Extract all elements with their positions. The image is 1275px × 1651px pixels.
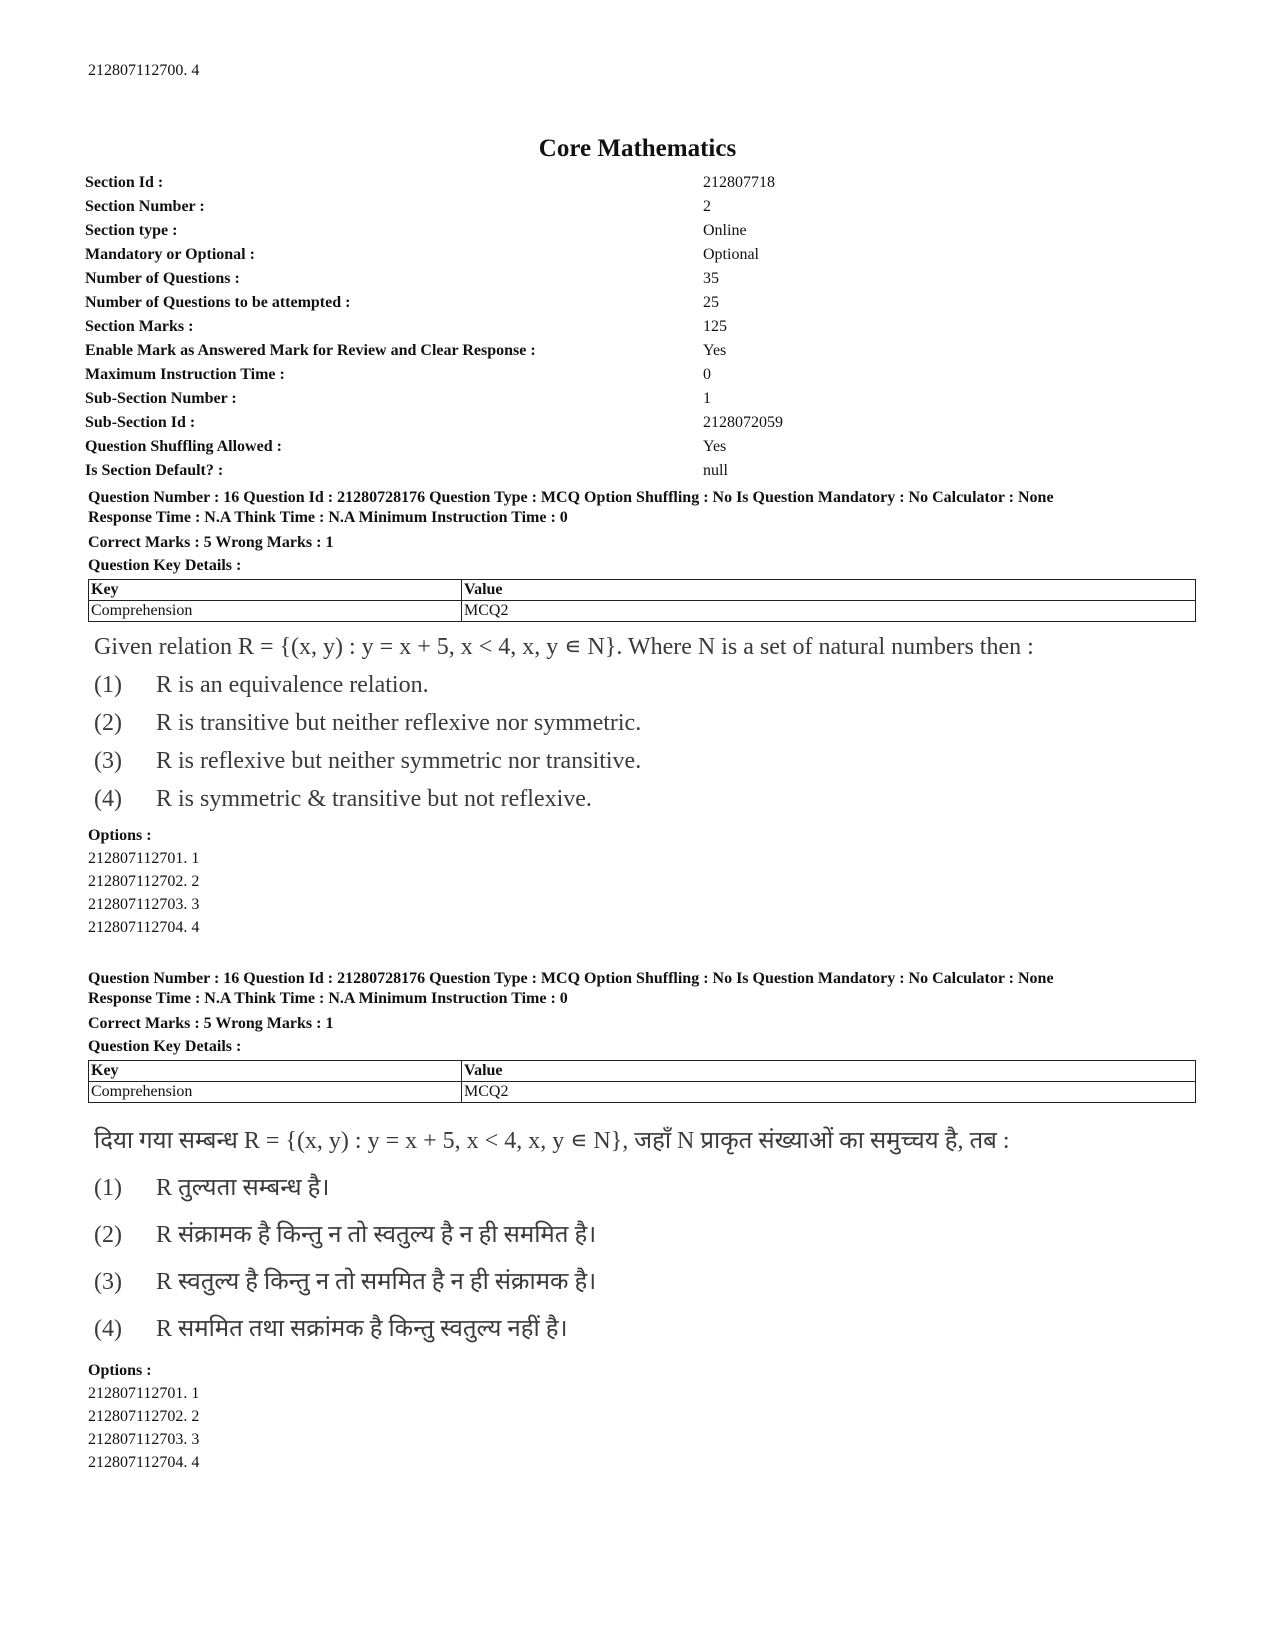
- choice-number: (1): [94, 1175, 122, 1201]
- section-info: [85, 171, 1185, 483]
- choice-text: R is symmetric & transitive but not reflexive.: [156, 786, 592, 812]
- section-info-row: [85, 243, 1185, 267]
- question-marks: Correct Marks : 5 Wrong Marks : 1: [88, 1015, 334, 1032]
- section-info-row: [85, 267, 1185, 291]
- page-title: Core Mathematics: [538, 135, 737, 162]
- info-value: Yes: [703, 342, 727, 359]
- choice-text: R सममित तथा सक्रांमक है किन्तु स्वतुल्य नहीं है।: [156, 1316, 568, 1342]
- options-label: Options :: [88, 1362, 152, 1379]
- section-info-row: [85, 171, 1185, 195]
- info-key: Section Marks :: [85, 318, 194, 335]
- section-info-row: [85, 387, 1185, 411]
- question-marks: Correct Marks : 5 Wrong Marks : 1: [88, 534, 334, 551]
- question-meta-line: Response Time : N.A Think Time : N.A Minimum Instruction Time : 0: [88, 990, 568, 1007]
- choice-number: (3): [94, 748, 122, 774]
- info-value: Optional: [703, 246, 759, 263]
- question-content: [88, 1117, 1198, 1353]
- value-header: Value: [462, 580, 1196, 601]
- value-cell: MCQ2: [462, 1082, 1196, 1103]
- section-info-row: [85, 339, 1185, 363]
- choice: [94, 1306, 1198, 1353]
- choice: [94, 1259, 1198, 1306]
- info-key: Question Shuffling Allowed :: [85, 438, 282, 455]
- question-meta: [88, 488, 1198, 528]
- section-info-row: [85, 291, 1185, 315]
- key-header: Key: [89, 1061, 462, 1082]
- info-value: 25: [703, 294, 719, 311]
- choice-text: R स्वतुल्य है किन्तु न तो सममित है न ही संक्रामक है।: [156, 1269, 597, 1295]
- choice-number: (4): [94, 1316, 122, 1342]
- option-id: 212807112703. 3: [88, 1431, 200, 1448]
- section-info-row: [85, 195, 1185, 219]
- section-info-row: [85, 411, 1185, 435]
- option-id: 212807112703. 3: [88, 896, 200, 913]
- question-meta: [88, 969, 1198, 1009]
- option-id: 212807112704. 4: [88, 1454, 200, 1471]
- choice: [94, 1212, 1198, 1259]
- info-key: Section Number :: [85, 198, 205, 215]
- info-key: Number of Questions to be attempted :: [85, 294, 351, 311]
- section-info-row: [85, 315, 1185, 339]
- key-cell: Comprehension: [89, 1082, 462, 1103]
- info-value: 1: [703, 390, 711, 407]
- question-key-table: [88, 1060, 1196, 1103]
- option-id: 212807112701. 1: [88, 1385, 200, 1402]
- choice: [94, 1165, 1198, 1212]
- choice-text: R तुल्यता सम्बन्ध है।: [156, 1175, 330, 1201]
- choice-text: R is reflexive but neither symmetric nor transitive.: [156, 748, 642, 774]
- info-value: 125: [703, 318, 727, 335]
- info-value: Online: [703, 222, 747, 239]
- choice-number: (2): [94, 710, 122, 736]
- value-header: Value: [462, 1061, 1196, 1082]
- info-value: 0: [703, 366, 711, 383]
- question-content: [88, 628, 1198, 818]
- question-block-hindi: [88, 969, 1198, 1474]
- info-value: 2128072059: [703, 414, 783, 431]
- section-info-row: [85, 459, 1185, 483]
- question-meta-line: Response Time : N.A Think Time : N.A Minimum Instruction Time : 0: [88, 509, 568, 526]
- choice-number: (1): [94, 672, 122, 698]
- info-key: Enable Mark as Answered Mark for Review and Clear Response :: [85, 342, 536, 359]
- choice: [94, 780, 1198, 818]
- info-value: 35: [703, 270, 719, 287]
- info-key: Mandatory or Optional :: [85, 246, 255, 263]
- info-key: Number of Questions :: [85, 270, 240, 287]
- info-value: 212807718: [703, 174, 775, 191]
- key-header: Key: [89, 580, 462, 601]
- question-key-details-label: Question Key Details :: [88, 557, 242, 574]
- option-id: 212807112704. 4: [88, 919, 200, 936]
- value-cell: MCQ2: [462, 601, 1196, 622]
- info-key: Section Id :: [85, 174, 164, 191]
- choice: [94, 742, 1198, 780]
- info-value: null: [703, 462, 728, 479]
- info-key: Sub-Section Number :: [85, 390, 237, 407]
- section-info-row: [85, 219, 1185, 243]
- section-info-row: [85, 435, 1185, 459]
- question-meta-line: Question Number : 16 Question Id : 21280728176 Question Type : MCQ Option Shuffling : No Is Question Mandatory : No Calculator : None: [88, 489, 1054, 506]
- question-block-english: [88, 488, 1198, 939]
- choice: [94, 704, 1198, 742]
- choice-number: (4): [94, 786, 122, 812]
- option-id: 212807112702. 2: [88, 1408, 200, 1425]
- page-top-id: 212807112700. 4: [88, 62, 200, 79]
- choice-number: (3): [94, 1269, 122, 1295]
- question-meta-line: Question Number : 16 Question Id : 21280728176 Question Type : MCQ Option Shuffling : No Is Question Mandatory : No Calculator : None: [88, 970, 1054, 987]
- option-id: 212807112701. 1: [88, 850, 200, 867]
- choice-number: (2): [94, 1222, 122, 1248]
- choice-text: R संक्रामक है किन्तु न तो स्वतुल्य है न ही सममित है।: [156, 1222, 597, 1248]
- question-key-table: [88, 579, 1196, 622]
- info-value: 2: [703, 198, 711, 215]
- section-info-row: [85, 363, 1185, 387]
- info-key: Sub-Section Id :: [85, 414, 196, 431]
- choice-text: R is transitive but neither reflexive nor symmetric.: [156, 710, 642, 736]
- choice: [94, 666, 1198, 704]
- options-label: Options :: [88, 827, 152, 844]
- info-value: Yes: [703, 438, 727, 455]
- key-cell: Comprehension: [89, 601, 462, 622]
- info-key: Maximum Instruction Time :: [85, 366, 285, 383]
- info-key: Is Section Default? :: [85, 462, 224, 479]
- question-stem: Given relation R = {(x, y) : y = x + 5, x < 4, x, y ∊ N}. Where N is a set of natural numbers then :: [94, 634, 1034, 660]
- question-key-details-label: Question Key Details :: [88, 1038, 242, 1055]
- option-id: 212807112702. 2: [88, 873, 200, 890]
- choice-text: R is an equivalence relation.: [156, 672, 429, 698]
- info-key: Section type :: [85, 222, 178, 239]
- question-stem: दिया गया सम्बन्ध R = {(x, y) : y = x + 5, x < 4, x, y ∊ N}, जहाँ N प्राकृत संख्याओं का समुच्चय है, तब :: [94, 1128, 1010, 1154]
